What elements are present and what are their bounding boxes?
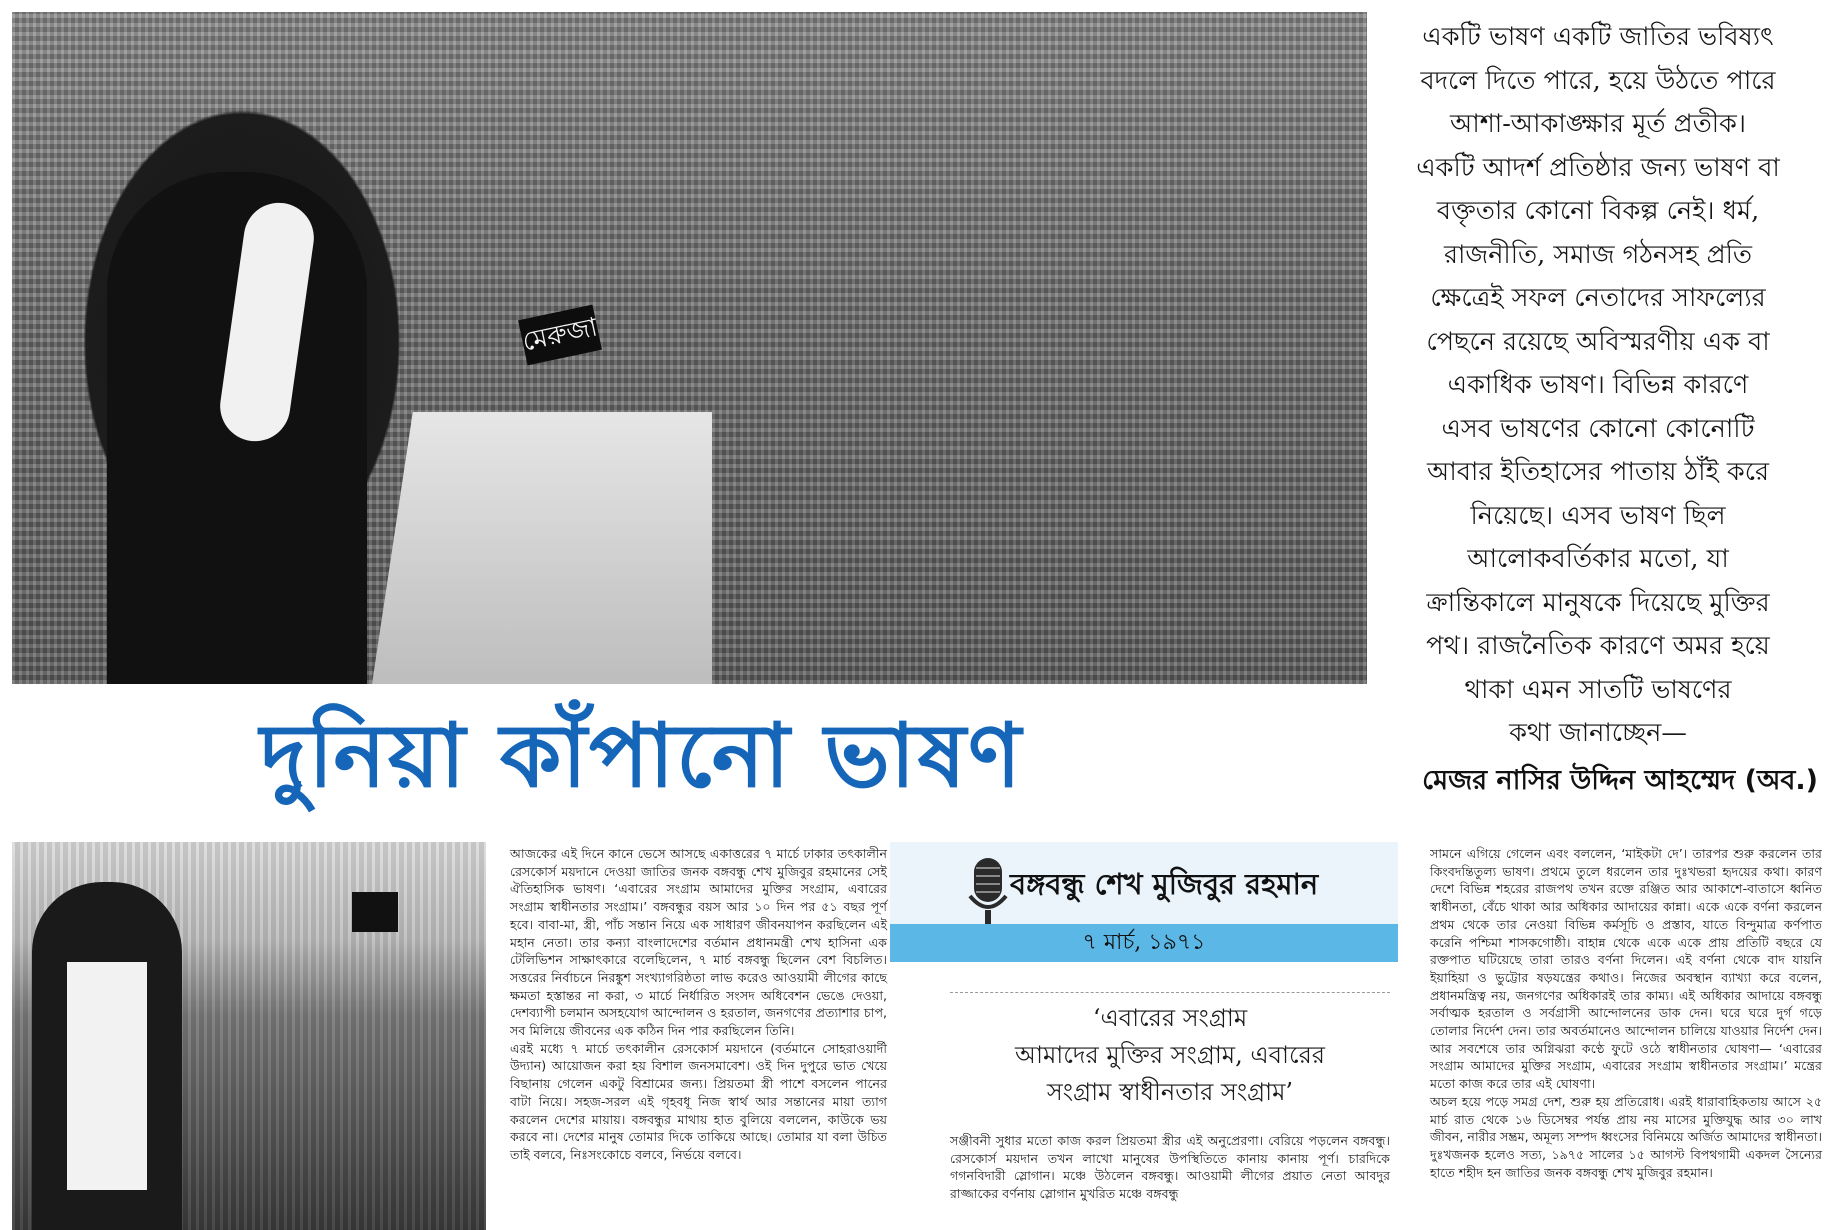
podium [372,412,712,684]
pull-quote [950,1000,1390,1111]
author-byline: মেজর নাসির উদ্দিন আহম্মেদ (অব.) [1422,765,1818,796]
paragraph: সঞ্জীবনী সুধার মতো কাজ করল প্রিয়তমা স্ত্রীর এই অনুপ্রেরণা। বেরিয়ে পড়লেন বঙ্গবন্ধু। রেসকোর্স ময়দান তখন লাখো মানুষের উপস্থিতিতে কানায় কানায় পূর্ণ। চারদিকে গগনবিদারী স্লোগান। মঞ্চে উঠলেন বঙ্গবন্ধু। আওয়ামী লীগের প্রয়াত নেতা আবদুর রাজ্জাকের বর্ণনায় স্লোগান মুখরিত মঞ্চে বঙ্গবন্ধু [950,1133,1390,1202]
paragraph: সামনে এগিয়ে গেলেন এবং বললেন, ‘মাইকটা দে’। তারপর শুরু করলেন তার কিংবদন্তিতুল্য ভাষণ। প্রথমে তুলে ধরলেন তার দুঃখভরা হৃদয়ের কথা। কারণ দেশে বিভিন্ন শহরের রাজপথ তখন রক্তে রঞ্জিত আর আকাশে-বাতাসে ধ্বনিত স্বাধীনতা, বেঁচে থাকা আর অধিকার আদায়ের কান্না। একে একে বর্ণনা করলেন প্রথম থেকে তার নেওয়া বিভিন্ন কর্মসূচি ও প্রস্তাব, যাতে বিন্দুমাত্র কর্ণপাত করেনি পশ্চিমা শাসকগোষ্ঠী। বাহান্ন থেকে একে একে প্রায় প্রতিটি বছরে যে রক্তপাত ঘটিয়েছে তারা তারও বর্ণনা দিলেন। এই বর্ণনা থেকে বাদ যায়নি ইয়াহিয়া ও ভুট্টোর ষড়যন্ত্রের কথাও। নিজের অবস্থান ব্যাখ্যা করে বলেন, প্রধানমন্ত্রিত্ব নয়, জনগণের অধিকারই তার কাম্য। এই অধিকার আদায়ে বঙ্গবন্ধু সর্বাত্মক হরতাল ও সর্বগ্রাসী আন্দোলনের ডাক দেন। ঘরে ঘরে দুর্গ গড়ে তোলার নির্দেশ দেন। তার অবর্তমানেও আন্দোলন চালিয়ে যাওয়ার নির্দেশ দেন। আর সবশেষে তার অগ্নিঝরা কণ্ঠে ফুটে ওঠে স্বাধীনতার ঘোষণা— ‘এবারের সংগ্রাম আমাদের মুক্তির সংগ্রাম, এবারের সংগ্রাম স্বাধীনতার সংগ্রাম।’ মন্ত্রের মতো কাজ করে তার এই ঘোষণা। [1430,846,1822,1092]
intro-line: বক্তৃতার কোনো বিকল্প নেই। ধর্ম, [1436,196,1760,226]
speaker-shirt [67,962,147,1190]
intro-line: রাজনীতি, সমাজ গঠনসহ প্রতি [1443,239,1753,270]
body-column-2 [950,1132,1390,1203]
intro-line: কথা জানাচ্ছেন— [1509,718,1687,748]
paragraph: এরই মধ্যে ৭ মার্চে তৎকালীন রেসকোর্স ময়দানে (বর্তমানে সোহরাওয়ার্দী উদ্যান) আয়োজন করা হয় বিশাল জনসমাবেশ। ওই দিন দুপুরে ভাত খেয়ে বিছানায় গেলেন একটু বিশ্রামের জন্য। প্রিয়তমা স্ত্রী পাশে বসলেন পানের বাটা নিয়ে। সহজ-সরল এই গৃহবধূ নিজ স্বার্থ আর সন্তানের মায়া ত্যাগ করলেন দেশের মায়ায়। বঙ্গবন্ধুর মাথায় হাত বুলিয়ে বললেন, কাউকে ভয় করবে না। দেশের মানুষ তোমার দিকে তাকিয়ে আছে। তোমার যা বলা উচিত তাই বলবে, নিঃসংকোচে বলবে, নির্ভয়ে বলবে। [510,1040,887,1162]
intro-line: আলোকবর্তিকার মতো, যা [1467,544,1729,574]
flag [352,892,398,932]
quote-line: আমাদের মুক্তির সংগ্রাম, এবারের [1014,1041,1326,1069]
intro-line: একাধিক ভাষণ। বিভিন্ন কারণে [1447,370,1749,400]
intro-text [1378,16,1818,756]
intro-line: আবার ইতিহাসের পাতায় ঠাঁই করে [1426,457,1770,487]
intro-line: বদলে দিতে পারে, হয়ে উঠতে পারে [1420,65,1776,96]
intro-line: ক্রান্তিকালে মানুষকে দিয়েছে মুক্তির [1426,587,1770,618]
body-column-1 [510,845,887,1164]
speaker-name: বঙ্গবন্ধু শেখ মুজিবুর রহমান [1010,867,1319,901]
main-photo [12,12,1367,684]
paragraph: অচল হয়ে পড়ে সমগ্র দেশ, শুরু হয় প্রতিরোধ। এরই ধারাবাহিকতায় আসে ২৫ মার্চ রাত থেকে ১৬ ডিসেম্বর পর্যন্ত প্রায় নয় মাসের মুক্তিযুদ্ধ আর ৩০ লাখ জীবন, নারীর সম্ভ্রম, অমূল্য সম্পদ ধ্বংসের বিনিময়ে অর্জিত আমাদের স্বাধীনতা। দুঃখজনক হলেও সত্য, ১৯৭৫ সালের ১৫ আগস্ট বিপথগামী একদল সৈন্যের হাতে শহীদ হন জাতির জনক বঙ্গবন্ধু শেখ মুজিবুর রহমান। [1430,1093,1822,1180]
secondary-photo [12,842,486,1230]
paragraph: আজকের এই দিনে কানে ভেসে আসছে একাত্তরের ৭ মার্চে ঢাকার তৎকালীন রেসকোর্স ময়দানে দেওয়া জাতির জনক বঙ্গবন্ধু শেখ মুজিবুর রহমানের সেই ঐতিহাসিক ভাষণ। ‘এবারের সংগ্রাম আমাদের মুক্তির সংগ্রাম, এবারের সংগ্রাম স্বাধীনতার সংগ্রাম।’ বঙ্গবন্ধুর বয়স আর ১০ দিন পর ৫১ বছর পূর্ণ হবে। বাবা-মা, স্ত্রী, পাঁচ সন্তান নিয়ে এক সাধারণ জীবনযাপন করছিলেন এই মহান নেতা। তার কন্যা বাংলাদেশের বর্তমান প্রধানমন্ত্রী শেখ হাসিনা এক টেলিভিশন সাক্ষাৎকারে বলেছিলেন, ৭ মার্চ বঙ্গবন্ধু ছিলেন বেশ বিচলিত। সত্তরের নির্বাচনে নিরঙ্কুশ সংখ্যাগরিষ্ঠতা লাভ করেও আওয়ামী লীগের কাছে ক্ষমতা হস্তান্তর না করা, ৩ মার্চে নির্ধারিত সংসদ অধিবেশন ভেঙে দেওয়া, দেশব্যাপী চলমান অসহযোগ আন্দোলন ও হরতাল, জনগণের প্রত্যাশার চাপ, সব মিলিয়ে জীবনের এক কঠিন দিন পার করছিলেন তিনি। [510,846,887,1039]
intro-line: একটি আদর্শ প্রতিষ্ঠার জন্য ভাষণ বা [1416,152,1780,183]
intro-line: পথ। রাজনৈতিক কারণে অমর হয়ে [1426,631,1770,661]
body-column-3 [1430,845,1822,1181]
intro-line: ক্ষেত্রেই সফল নেতাদের সাফল্যের [1430,283,1766,313]
divider [950,992,1390,993]
intro-line: একটি ভাষণ একটি জাতির ভবিষ্যৎ [1422,22,1774,52]
headline: দুনিয়া কাঁপানো ভাষণ [260,703,1024,807]
intro-line: নিয়েছে। এসব ভাষণ ছিল [1470,500,1726,531]
quote-line: সংগ্রাম স্বাধীনতার সংগ্রাম’ [1046,1078,1294,1106]
intro-line: পেছনে রয়েছে অবিস্মরণীয় এক বা [1426,326,1770,357]
quote-line: ‘এবারের সংগ্রাম [1092,1004,1248,1032]
podium-sign: মেরুজা [518,305,602,366]
intro-line: থাকা এমন সাতটি ভাষণের [1464,674,1732,705]
intro-line: আশা-আকাঙ্ক্ষার মূর্ত প্রতীক। [1449,109,1747,139]
intro-line: এসব ভাষণের কোনো কোনোটি [1441,413,1755,444]
speech-date: ৭ মার্চ, ১৯৭১ [890,924,1398,962]
